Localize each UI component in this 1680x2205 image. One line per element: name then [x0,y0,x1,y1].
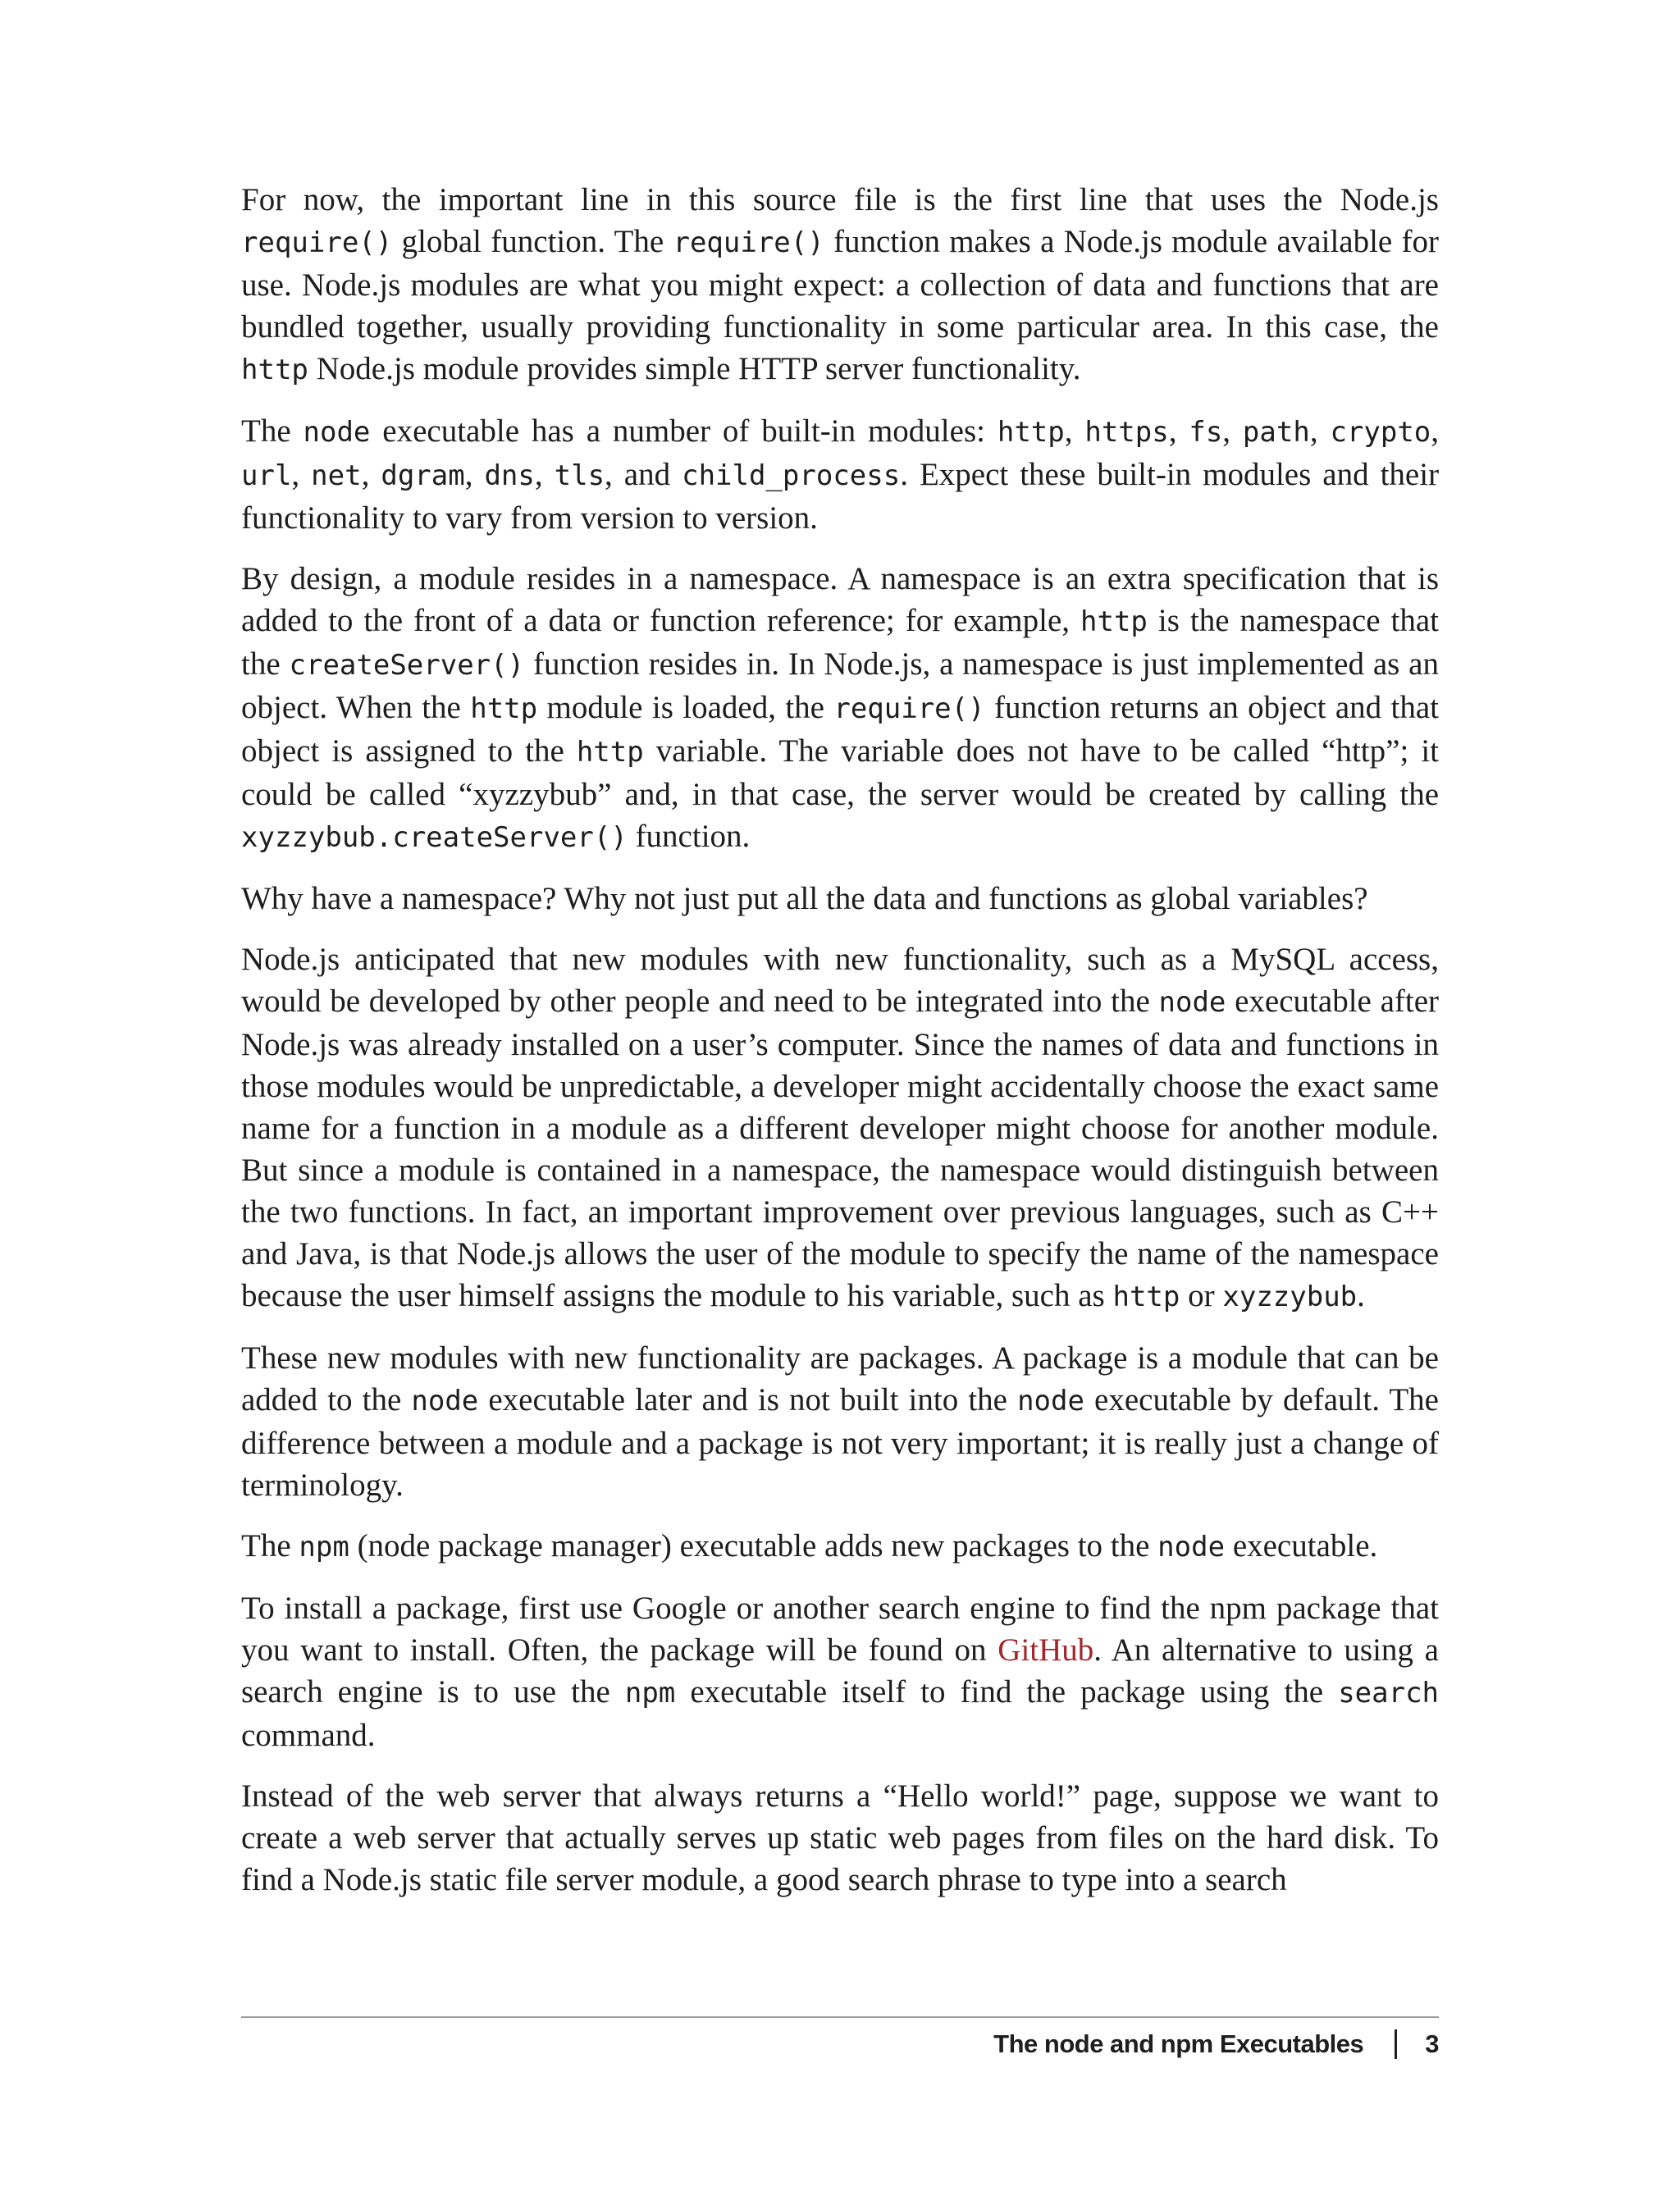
text-run: , [464,457,485,492]
text-run: function makes a Node.js module available for use. Node.js modules are what you might expect: a collection of data and functions that are bundled together, usually providing functionality in some particular area. In this case, the [241,224,1439,345]
paragraph [241,558,1439,859]
text-run: variable. The variable does not have to be called “http”; it could be called “xyzzybub” and, in that case, the server would be created by calling the [241,733,1439,812]
text-run: function. [627,819,751,854]
inline-code: http [997,416,1065,449]
inline-code: http [576,736,644,769]
inline-code: https [1084,416,1169,449]
text-run: Instead of the web server that always returns a “Hello world!” page, suppose we want to create a web server that actually serves up static web pages from files on the hard disk. To find a Node.js static file server module, a good search phrase to type into a search [241,1778,1439,1897]
text-run: For now, the important line in this source file is the first line that uses the Node.js [241,182,1439,217]
inline-code: fs [1189,416,1223,449]
inline-code: xyzzybub [1222,1281,1358,1313]
text-run: Why have a namespace? Why not just put all the data and functions as global variables? [241,881,1368,916]
text-run: executable after Node.js was already installed on a user’s computer. Since the names of data and functions in those modules would be unpredictable, a developer might accidentally choose the exact same name for a function in a module as a different developer might choose for another module. But since a module is contained in a namespace, the namespace would distinguish between the two functions. In fact, an important improvement over previous languages, such as C++ and Java, is that Node.js allows the user of the module to specify the name of the namespace because the user himself assigns the module to his variable, such as [241,984,1440,1313]
inline-code: tls [554,459,605,492]
paragraph [241,1775,1439,1901]
text-run: , [1309,413,1331,449]
inline-code: xyzzybub.createServer() [241,821,628,854]
inline-code: createServer() [289,649,525,682]
paragraph [241,1337,1439,1506]
text-run: or [1180,1278,1223,1313]
inline-code: require() [241,226,393,259]
inline-code: net [311,459,362,492]
text-run: The [241,413,304,449]
paragraph [241,1587,1439,1756]
text-run: Node.js module provides simple HTTP server functionality. [308,351,1081,386]
text-run: executable later and is not built into the [478,1382,1018,1418]
inline-code: dns [484,459,535,492]
paragraph [241,410,1439,539]
text-run: executable itself to find the package using the [675,1674,1339,1710]
text-run: executable. [1225,1528,1378,1564]
inline-code: require() [833,692,985,725]
inline-code: npm [624,1677,676,1710]
text-run: The [241,1528,299,1564]
text-run: global function. The [392,224,673,259]
inline-code: crypto [1330,416,1431,449]
text-run: function returns an object and that object is assigned to the [241,690,1439,769]
inline-code: npm [299,1531,349,1564]
footer-divider [241,2016,1439,2018]
paragraph [241,938,1439,1318]
text-run: These new modules with new functionality are packages. A package is a module that can be added to the [241,1340,1439,1418]
inline-code: path [1242,416,1310,449]
inline-code: http [1112,1281,1180,1313]
text-run: Node.js anticipated that new modules with new functionality, such as a MySQL access, would be developed by other people and need to be integrated into the [241,942,1439,1019]
paragraph [241,1525,1439,1568]
text-run: (node package manager) executable adds new packages to the [349,1528,1158,1564]
footer-separator [1395,2029,1397,2059]
inline-code: node [411,1385,479,1418]
text-run: , [1222,413,1243,449]
text-run: To install a package, first use Google or another search engine to find the npm package that you want to install. Often, the package will be found on [241,1591,1439,1668]
inline-code: http [1080,605,1148,638]
inline-code: dgram [381,459,465,492]
paragraph [241,179,1439,391]
inline-code: http [470,692,538,725]
inline-code: require() [673,226,824,259]
text-run: , [291,457,312,492]
text-run: . An alternative to using a search engine is to use the [241,1632,1439,1710]
inline-code: node [1017,1385,1084,1418]
text-run: , [1431,413,1440,449]
text-run: , [534,457,555,492]
text-run: . Expect these built-in modules and their functionality to vary from version to version. [241,457,1440,536]
text-run: . [1357,1278,1365,1313]
text-run: , [1064,413,1085,449]
inline-code: search [1338,1677,1440,1710]
text-run: , and [605,457,682,492]
paragraph [241,878,1439,920]
text-run: , [1168,413,1189,449]
inline-code: child_process [682,459,901,492]
text-run: , [361,457,381,492]
text-run: module is loaded, the [537,690,834,725]
text-run: executable has a number of built-in modules: [370,413,998,449]
text-run: is the namespace that the [241,603,1439,682]
text-run: function resides in. In Node.js, a namespace is just implemented as an object. When the [241,646,1439,725]
inline-code: node [1158,986,1226,1019]
inline-code: node [1157,1531,1226,1564]
inline-code: url [241,459,292,492]
running-footer-title: The node and npm Executables [993,2029,1364,2058]
inline-code: http [241,354,308,386]
page-footer [993,2029,1439,2059]
page-body [241,179,1439,1920]
page-number: 3 [1425,2029,1439,2058]
text-run: command. [241,1718,376,1753]
text-run: By design, a module resides in a namespace. A namespace is an extra specification that is added to the front of a data or function reference; for example, [241,561,1439,638]
text-run: executable by default. The difference between a module and a package is not very important; it is really just a change of terminology. [241,1382,1439,1503]
github-link[interactable]: GitHub [998,1632,1094,1668]
inline-code: node [303,416,371,449]
